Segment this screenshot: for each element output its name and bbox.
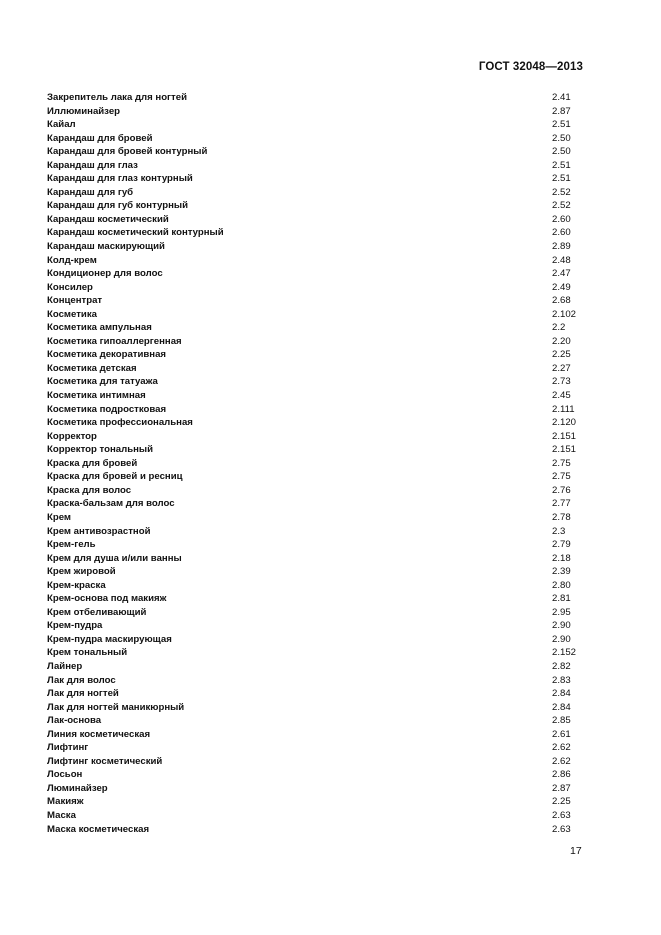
index-term: Концентрат [47,295,103,307]
index-entry [47,809,587,823]
index-term: Косметика декоративная [47,349,167,361]
index-term: Лак-основа [47,715,102,727]
index-term: Лак для волос [47,674,116,686]
index-reference: 2.60 [552,227,571,239]
index-entry [47,226,587,240]
index-entry [47,795,587,809]
index-term: Косметика интимная [47,390,146,402]
index-term: Лифтинг косметический [47,755,163,767]
index-entry [47,674,587,688]
index-entry [47,525,587,539]
index-reference: 2.90 [552,633,571,645]
index-term: Крем жировой [47,566,116,578]
index-reference: 2.20 [552,335,571,347]
index-entry [47,646,587,660]
index-term: Карандаш для губ контурный [47,200,188,212]
index-term: Крем-основа под макияж [47,593,167,605]
index-term: Краска для волос [47,484,132,496]
standard-designation: ГОСТ 32048—2013 [478,61,583,73]
index-term: Карандаш для глаз контурный [47,173,193,185]
index-entry [47,552,587,566]
index-reference: 2.52 [552,200,571,212]
index-entry [47,186,587,200]
index-entry [47,782,587,796]
index-term: Лайнер [47,660,83,672]
index-reference: 2.84 [552,701,571,713]
index-reference: 2.87 [552,782,571,794]
index-term: Карандаш для губ [47,186,134,198]
index-entry [47,619,587,633]
index-term: Колд-крем [47,254,97,266]
index-entry [47,172,587,186]
index-term: Корректор [47,430,97,442]
index-term: Лосьон [47,769,83,781]
index-entry [47,159,587,173]
index-entry [47,375,587,389]
index-entry [47,443,587,457]
index-entry [47,728,587,742]
index-reference: 2.47 [552,268,571,280]
index-reference: 2.41 [552,92,571,103]
index-term: Кайал [47,119,76,131]
index-entry [47,199,587,213]
index-entry [47,633,587,647]
index-entry [47,592,587,606]
index-reference: 2.85 [552,715,571,727]
page-number: 17 [570,845,582,857]
index-reference: 2.87 [552,105,571,117]
index-reference: 2.18 [552,552,571,564]
index-reference: 2.86 [552,769,571,781]
index-term: Корректор тональный [47,444,153,456]
index-entry [47,714,587,728]
index-term: Линия косметическая [47,728,151,740]
index-reference: 2.62 [552,755,571,767]
index-reference: 2.62 [552,742,571,754]
index-entry [47,389,587,403]
index-term: Крем для душа и/или ванны [47,552,182,564]
index-entry [47,213,587,227]
index-term: Маска [47,809,76,821]
index-entry [47,606,587,620]
index-reference: 2.52 [552,186,571,198]
index-entry [47,132,587,146]
index-entry [47,321,587,335]
index-entry [47,254,587,268]
index-term: Карандаш косметический контурный [47,227,224,239]
index-term: Карандаш для бровей контурный [47,146,208,158]
index-reference: 2.63 [552,823,571,835]
index-entry [47,579,587,593]
index-entry [47,470,587,484]
index-term: Карандаш косметический [47,213,169,225]
index-list [47,91,587,836]
index-reference: 2.151 [552,444,577,456]
index-entry [47,281,587,295]
index-term: Косметика профессиональная [47,417,193,429]
index-reference: 2.89 [552,241,571,253]
index-term: Лак для ногтей маникюрный [47,701,185,713]
index-entry [47,105,587,119]
index-entry [47,565,587,579]
index-reference: 2.152 [552,647,577,659]
index-term: Косметика гипоаллергенная [47,335,182,347]
index-reference: 2.61 [552,728,571,740]
index-term: Консилер [47,281,93,293]
index-term: Макияж [47,796,84,808]
index-term: Крем-гель [47,539,96,551]
index-reference: 2.84 [552,688,571,700]
index-reference: 2.27 [552,362,571,374]
index-term: Маска косметическая [47,823,150,835]
index-entry [47,348,587,362]
index-entry [47,416,587,430]
index-reference: 2.83 [552,674,571,686]
index-entry [47,335,587,349]
index-term: Краска-бальзам для волос [47,498,175,510]
index-entry [47,240,587,254]
index-term: Косметика детская [47,362,137,374]
index-reference: 2.68 [552,295,571,307]
index-reference: 2.111 [552,403,575,415]
index-reference: 2.75 [552,457,571,469]
index-reference: 2.45 [552,390,571,402]
index-reference: 2.50 [552,132,571,144]
index-term: Крем-краска [47,579,106,591]
index-entry [47,823,587,837]
index-reference: 2.151 [552,430,577,442]
index-reference: 2.39 [552,566,571,578]
index-term: Крем-пудра маскирующая [47,633,172,645]
index-reference: 2.25 [552,796,571,808]
index-term: Косметика подростковая [47,403,167,415]
index-entry [47,701,587,715]
index-reference: 2.78 [552,511,571,523]
index-reference: 2.25 [552,349,571,361]
document-header [479,61,583,73]
index-term: Кондиционер для волос [47,268,163,280]
index-term: Карандаш для глаз [47,159,138,171]
index-reference: 2.80 [552,579,571,591]
index-reference: 2.51 [552,159,571,171]
index-reference: 2.60 [552,213,571,225]
index-entry [47,362,587,376]
index-reference: 2.2 [552,322,566,334]
index-term: Иллюминайзер [47,105,121,117]
index-entry [47,755,587,769]
index-entry [47,118,587,132]
index-reference: 2.48 [552,254,571,266]
index-reference: 2.63 [552,809,571,821]
index-term: Крем отбеливающий [47,606,147,618]
index-term: Карандаш для бровей [47,132,153,144]
index-term: Краска для бровей [47,457,138,469]
index-term: Краска для бровей и ресниц [47,471,183,483]
index-entry [47,497,587,511]
index-entry [47,660,587,674]
index-reference: 2.50 [552,146,571,158]
index-term: Крем тональный [47,647,128,659]
index-term: Крем-пудра [47,620,103,632]
index-reference: 2.81 [552,593,571,605]
index-reference: 2.51 [552,119,571,131]
index-entry [47,457,587,471]
index-reference: 2.73 [552,376,571,388]
index-entry [47,768,587,782]
index-term: Люминайзер [47,782,108,794]
index-reference: 2.51 [552,173,571,185]
index-term: Карандаш маскирующий [47,241,165,253]
index-reference: 2.76 [552,484,571,496]
index-term: Лифтинг [47,742,89,754]
index-term: Косметика [47,308,97,320]
index-entry [47,145,587,159]
index-entry [47,687,587,701]
index-term: Крем антивозрастной [47,525,151,537]
index-entry [47,267,587,281]
index-reference: 2.49 [552,281,571,293]
index-reference: 2.79 [552,539,571,551]
index-term: Крем [47,511,72,523]
index-term: Косметика для татуажа [47,376,158,388]
index-term: Закрепитель лака для ногтей [47,92,187,103]
index-reference: 2.75 [552,471,571,483]
index-entry [47,403,587,417]
index-reference: 2.77 [552,498,571,510]
index-entry [47,430,587,444]
index-entry [47,538,587,552]
index-entry [47,91,587,105]
index-entry [47,308,587,322]
index-entry [47,741,587,755]
index-reference: 2.3 [552,525,566,537]
index-reference: 2.82 [552,660,571,672]
index-entry [47,511,587,525]
index-reference: 2.95 [552,606,571,618]
index-reference: 2.90 [552,620,571,632]
index-term: Лак для ногтей [47,688,119,700]
index-reference: 2.120 [552,417,577,429]
index-reference: 2.102 [552,308,577,320]
index-term: Косметика ампульная [47,322,152,334]
index-entry [47,484,587,498]
index-entry [47,294,587,308]
